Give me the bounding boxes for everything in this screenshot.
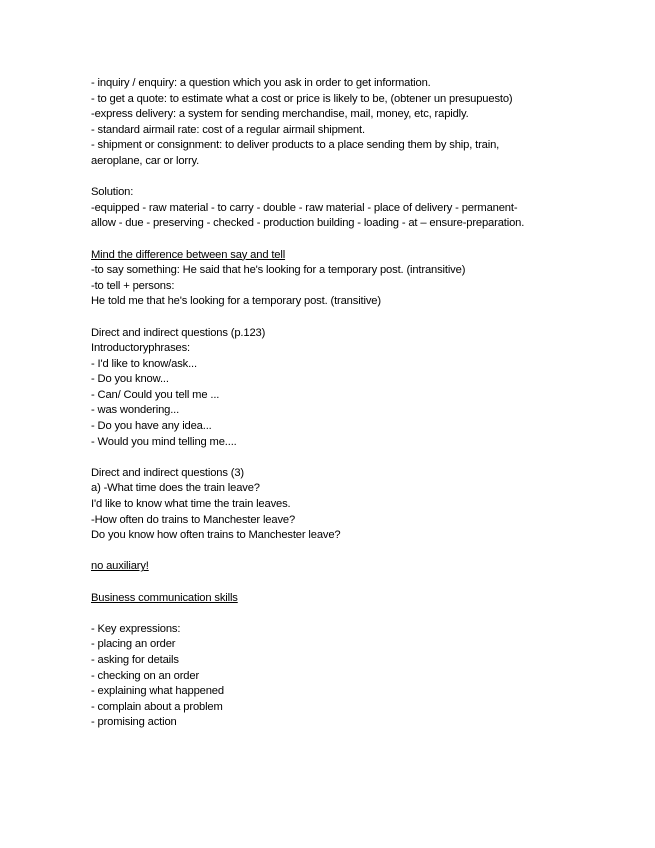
vocabulary-line: - standard airmail rate: cost of a regular airmail shipment. bbox=[91, 123, 365, 136]
indirect-questions-section bbox=[91, 326, 591, 451]
business-intro: - Key expressions: bbox=[91, 622, 181, 635]
phrase-item: - Can/ Could you tell me ... bbox=[91, 388, 220, 401]
spacer bbox=[91, 232, 591, 248]
indirect-questions-subheading: Introductoryphrases: bbox=[91, 342, 190, 355]
phrase-item: - I'd like to know/ask... bbox=[91, 357, 197, 370]
solution-line: allow - due - preserving - checked - production building - loading - at – ensure-preparation. bbox=[91, 217, 525, 230]
spacer bbox=[91, 544, 591, 560]
vocabulary-line: -express delivery: a system for sending merchandise, mail, money, etc, rapidly. bbox=[91, 108, 469, 121]
business-heading: Business communication skills bbox=[91, 591, 238, 604]
expression-item: - checking on an order bbox=[91, 669, 200, 682]
say-tell-line: He told me that he's looking for a temporary post. (transitive) bbox=[91, 295, 381, 308]
indirect-questions-3-section bbox=[91, 466, 591, 544]
vocabulary-section bbox=[91, 76, 591, 170]
example-line: I'd like to know what time the train leaves. bbox=[91, 498, 291, 511]
solution-line: -equipped - raw material - to carry - double - raw material - place of delivery - permanent- bbox=[91, 201, 518, 214]
solution-heading: Solution: bbox=[91, 186, 134, 199]
example-line: Do you know how often trains to Manchester leave? bbox=[91, 529, 341, 542]
spacer bbox=[91, 450, 591, 466]
expression-item: - asking for details bbox=[91, 653, 179, 666]
expression-item: - placing an order bbox=[91, 638, 176, 651]
business-section bbox=[91, 591, 591, 731]
vocabulary-line: aeroplane, car or lorry. bbox=[91, 154, 200, 167]
spacer bbox=[91, 575, 591, 591]
spacer bbox=[91, 170, 591, 186]
say-tell-section bbox=[91, 248, 591, 310]
vocabulary-line: - inquiry / enquiry: a question which you ask in order to get information. bbox=[91, 77, 431, 89]
say-tell-line: -to say something: He said that he's looking for a temporary post. (intransitive) bbox=[91, 264, 466, 277]
phrase-item: - Would you mind telling me.... bbox=[91, 435, 237, 448]
say-tell-line: -to tell + persons: bbox=[91, 279, 175, 292]
example-line: -How often do trains to Manchester leave? bbox=[91, 513, 296, 526]
vocabulary-line: - to get a quote: to estimate what a cost or price is likely to be, (obtener un presupuesto) bbox=[91, 92, 513, 105]
phrase-item: - was wondering... bbox=[91, 404, 180, 417]
expression-item: - explaining what happened bbox=[91, 685, 224, 698]
phrase-item: - Do you know... bbox=[91, 373, 169, 386]
spacer bbox=[91, 606, 591, 622]
expression-item: - complain about a problem bbox=[91, 700, 223, 713]
say-tell-heading: Mind the difference between say and tell bbox=[91, 248, 286, 261]
vocabulary-line: - shipment or consignment: to deliver products to a place sending them by ship, train, bbox=[91, 139, 500, 152]
indirect-questions-3-heading: Direct and indirect questions (3) bbox=[91, 466, 244, 479]
notes-body bbox=[91, 76, 591, 731]
indirect-questions-heading: Direct and indirect questions (p.123) bbox=[91, 326, 266, 339]
solution-section bbox=[91, 185, 591, 232]
phrase-item: - Do you have any idea... bbox=[91, 420, 212, 433]
spacer bbox=[91, 310, 591, 326]
no-auxiliary-note: no auxiliary! bbox=[91, 560, 149, 573]
expression-item: - promising action bbox=[91, 716, 177, 729]
example-line: a) -What time does the train leave? bbox=[91, 482, 260, 495]
